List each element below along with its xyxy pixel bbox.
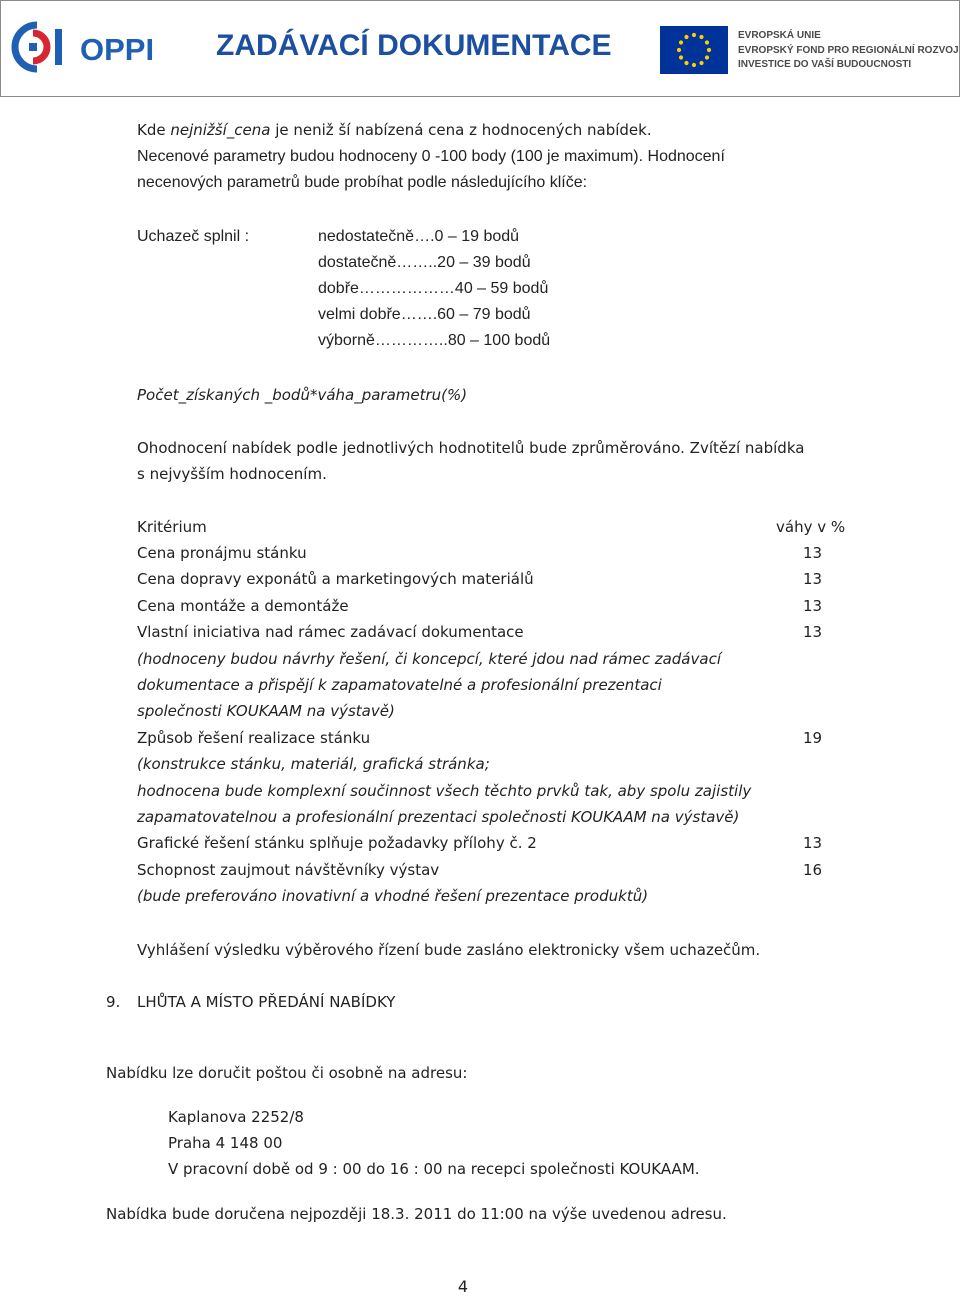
criterion-label: Způsob řešení realizace stánku	[137, 728, 371, 747]
page-number: 4	[457, 1277, 469, 1296]
address-line: Praha 4 148 00	[168, 1134, 283, 1152]
averaging-text: s nejvyšším hodnocením.	[137, 465, 327, 483]
criteria-header-label: Kritérium	[137, 518, 207, 536]
criteria-header-weight: váhy v %	[776, 518, 846, 536]
criterion-label: (hodnoceny budou návrhy řešení, či koncepcí, které jdou nad rámec zadávací	[137, 649, 721, 668]
eu-line: INVESTICE DO VAŠÍ BUDOUCNOSTI	[738, 59, 912, 70]
text: je neniž ší nabízená cena z hodnocených nabídek.	[270, 121, 652, 139]
eu-line: EVROPSKÁ UNIE	[738, 30, 821, 41]
criterion-label: Vlastní iniciativa nad rámec zadávací dokumentace	[137, 623, 524, 642]
criterion-label: Schopnost zaujmout návštěvníky výstav	[137, 860, 440, 879]
criterion-weight: 13	[803, 834, 823, 853]
scale-item: dobře………………40 – 59 bodů	[318, 280, 549, 297]
scale-item: velmi dobře…….60 – 79 bodů	[318, 306, 531, 323]
criterion-label: Cena pronájmu stánku	[137, 544, 307, 562]
intro-line: necenových parametrů bude probíhat podle následujícího klíče:	[137, 174, 588, 191]
intro-line	[137, 120, 652, 140]
logo-text: OPPI	[80, 32, 155, 67]
criterion-weight: 13	[803, 623, 823, 642]
criterion-label: (bude preferováno inovativní a vhodné řešení prezentace produktů)	[137, 887, 649, 906]
document-title: ZADÁVACÍ DOKUMENTACE	[216, 29, 612, 62]
scale-item: výborně…………..80 – 100 bodů	[318, 332, 551, 349]
criterion-label: Grafické řešení stánku splňuje požadavky přílohy č. 2	[137, 834, 537, 853]
scale-label: Uchazeč splnil :	[137, 228, 250, 245]
scale-item: nedostatečně….0 – 19 bodů	[318, 228, 520, 245]
text: Kde	[137, 121, 171, 139]
address-line: V pracovní době od 9 : 00 do 16 : 00 na recepci společnosti KOUKAAM.	[168, 1160, 700, 1178]
intro-line: Necenové parametry budou hodnoceny 0 -100 body (100 je maximum). Hodnocení	[137, 148, 725, 165]
averaging-text: Ohodnocení nabídek podle jednotlivých hodnotitelů bude zprůměrováno. Zvítězí nabídka	[137, 439, 805, 457]
scale-item: dostatečně……..20 – 39 bodů	[318, 254, 531, 271]
criterion-label: (konstrukce stánku, materiál, grafická stránka;	[137, 755, 490, 774]
criterion-label: společnosti KOUKAAM na výstavě)	[137, 702, 395, 721]
delivery-deadline: Nabídka bude doručena nejpozději 18.3. 2011 do 11:00 na výše uvedenou adresu.	[106, 1205, 727, 1223]
criterion-weight: 13	[803, 544, 823, 562]
criterion-weight: 13	[803, 570, 823, 589]
delivery-intro: Nabídku lze doručit poštou či osobně na adresu:	[106, 1064, 468, 1082]
announcement: Vyhlášení výsledku výběrového řízení bude zasláno elektronicky všem uchazečům.	[137, 941, 761, 959]
address-line: Kaplanova 2252/8	[168, 1108, 304, 1126]
eu-line: EVROPSKÝ FOND PRO REGIONÁLNÍ ROZVOJ	[738, 44, 959, 56]
criterion-label: hodnocena bude komplexní součinnost všech těchto prvků tak, aby spolu zajistily	[137, 781, 752, 800]
criterion-label: Cena dopravy exponátů a marketingových materiálů	[137, 570, 534, 589]
criterion-label: Cena montáže a demontáže	[137, 596, 349, 615]
criterion-weight: 19	[803, 728, 823, 747]
criterion-weight: 13	[803, 596, 823, 615]
criterion-label: zapamatovatelnou a profesionální prezentaci společnosti KOUKAAM na výstavě)	[137, 808, 740, 826]
italic-term: nejnižší_cena	[170, 121, 271, 139]
section-title: LHŮTA A MÍSTO PŘEDÁNÍ NABÍDKY	[137, 993, 396, 1011]
criterion-label: dokumentace a přispějí k zapamatovatelné a profesionální prezentaci	[137, 676, 662, 694]
section-number: 9.	[106, 993, 121, 1011]
formula: Počet_získaných _bodů*váha_parametru(%)	[137, 386, 468, 404]
criterion-weight: 16	[803, 860, 823, 879]
